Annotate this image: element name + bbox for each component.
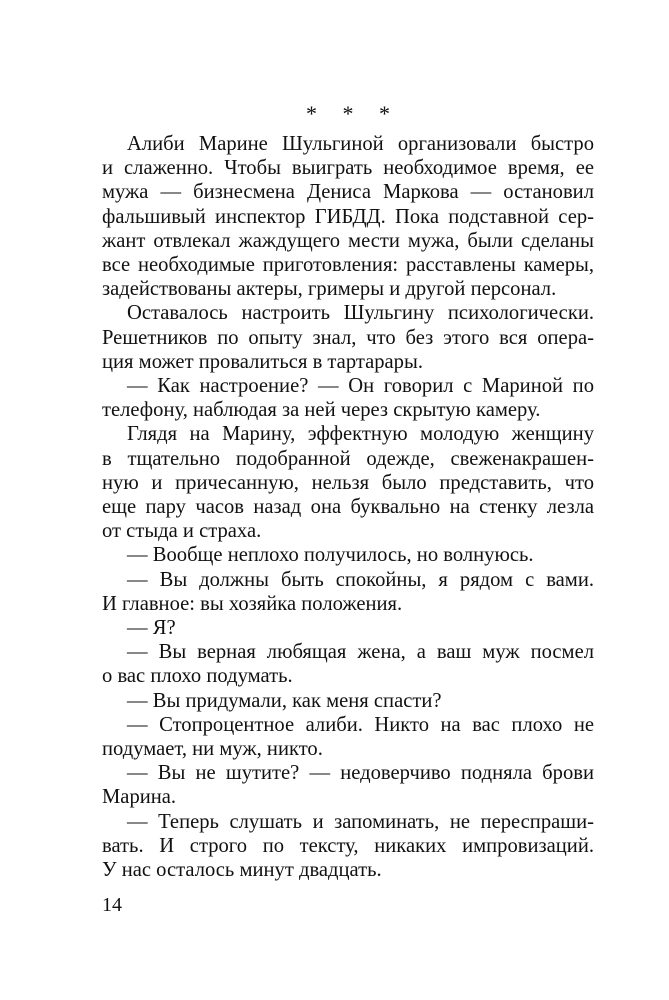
text-line: о вас плохо подумать. bbox=[102, 665, 293, 688]
text-line: ция может провалиться в тартарары. bbox=[102, 350, 423, 373]
text-line: Глядя на Марину, эффектную молодую женщину bbox=[127, 423, 594, 446]
paragraph bbox=[102, 810, 594, 883]
text-line: мужа — бизнесмена Дениса Маркова — остановил bbox=[102, 181, 594, 204]
paragraph bbox=[102, 640, 594, 688]
text-line: ную и причесанную, нельзя было представить, что bbox=[102, 471, 594, 494]
paragraph bbox=[102, 713, 594, 761]
text-line: телефону, наблюдая за ней через скрытую камеру. bbox=[102, 399, 541, 422]
text-line: — Вы не шутите? — недоверчиво подняла брови bbox=[127, 762, 594, 785]
text-line: задействованы актеры, гримеры и другой персонал. bbox=[102, 278, 557, 301]
text-line: и слаженно. Чтобы выиграть необходимое время, ее bbox=[102, 157, 594, 180]
paragraph bbox=[102, 374, 594, 422]
text-line: — Вообще неплохо получилось, но волнуюсь. bbox=[127, 544, 534, 567]
paragraph bbox=[102, 132, 594, 301]
page-number: 14 bbox=[102, 894, 122, 916]
text-line: Решетников по опыту знал, что без этого вся опера- bbox=[102, 326, 594, 349]
text-line: подумает, ни муж, никто. bbox=[102, 738, 323, 761]
paragraph bbox=[102, 422, 594, 543]
text-line: еще пару часов назад она буквально на стенку лезла bbox=[102, 496, 594, 519]
text-line: У нас осталось минут двадцать. bbox=[102, 859, 382, 882]
paragraph bbox=[102, 761, 594, 809]
text-line: — Стопроцентное алиби. Никто на вас плохо не bbox=[127, 713, 594, 736]
text-line: Марина. bbox=[102, 786, 177, 809]
text-line: все необходимые приготовления: расставлены камеры, bbox=[102, 254, 594, 277]
text-line: — Как настроение? — Он говорил с Мариной по bbox=[127, 375, 594, 398]
section-separator: * * * bbox=[306, 101, 400, 126]
paragraph bbox=[102, 301, 594, 374]
text-line: в тщательно подобранной одежде, свеженакрашен- bbox=[102, 447, 594, 470]
text-line: Алиби Марине Шульгиной организовали быстро bbox=[127, 133, 594, 155]
text-line: — Вы придумали, как меня спасти? bbox=[127, 689, 442, 712]
text-line: И главное: вы хозяйка положения. bbox=[102, 592, 403, 615]
text-line: вать. И строго по тексту, никаких импровизаций. bbox=[102, 834, 594, 857]
text-line: — Теперь слушать и запоминать, не переспраши- bbox=[127, 810, 594, 833]
text-line: — Вы должны быть спокойны, я рядом с вами. bbox=[127, 568, 594, 591]
text-line: — Вы верная любящая жена, а ваш муж посмел bbox=[127, 641, 594, 664]
text-line: жант отвлекал жаждущего мести мужа, были сделаны bbox=[102, 229, 594, 252]
paragraph bbox=[102, 616, 594, 640]
paragraph bbox=[102, 543, 594, 567]
text-line: от стыда и страха. bbox=[102, 520, 262, 543]
page-body bbox=[102, 96, 594, 882]
paragraph bbox=[102, 568, 594, 616]
text-body bbox=[102, 132, 594, 882]
text-line: фальшивый инспектор ГИБДД. Пока подставной сер- bbox=[102, 205, 594, 228]
text-line: — Я? bbox=[127, 617, 176, 640]
paragraph bbox=[102, 689, 594, 713]
text-line: Оставалось настроить Шульгину психологически. bbox=[127, 302, 594, 325]
